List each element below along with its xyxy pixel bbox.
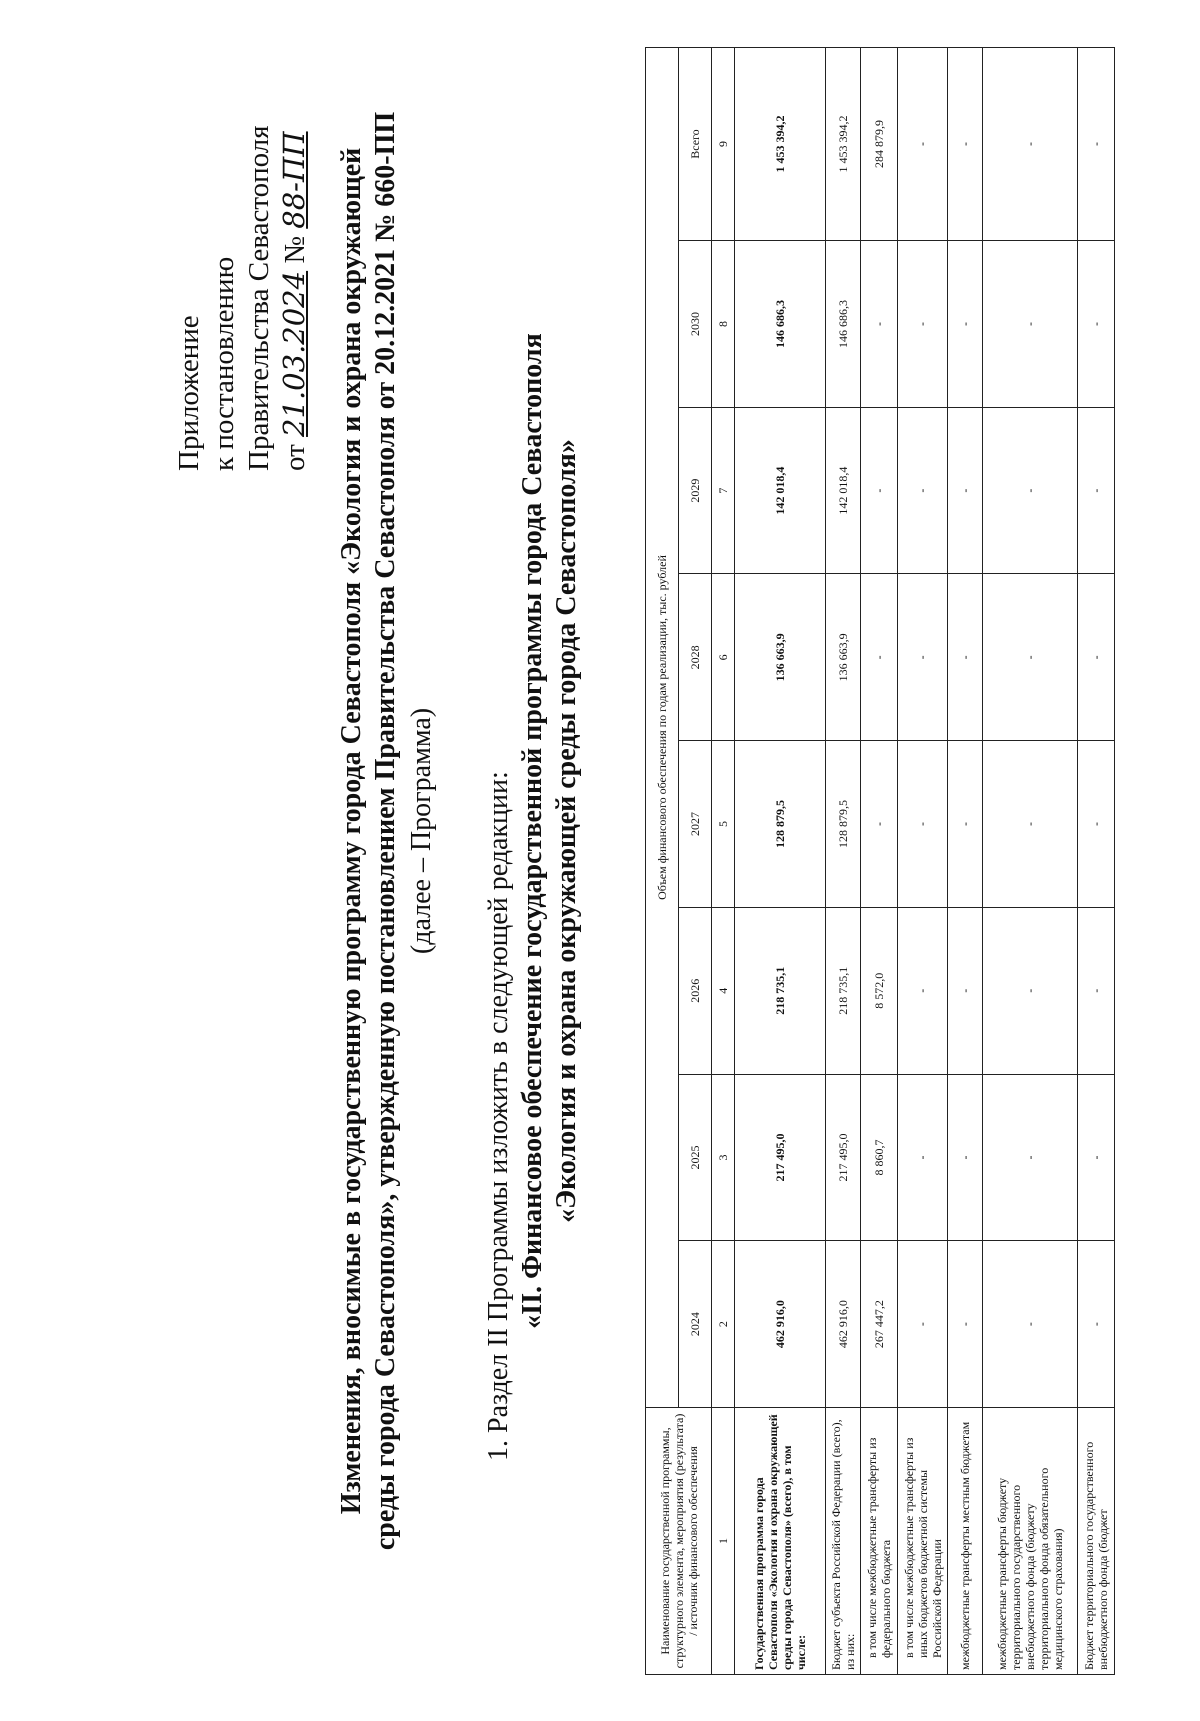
column-number: 9 [712,48,735,241]
cell-value: - [1078,407,1115,574]
cell-value: 217 495,0 [735,1074,826,1241]
cell-value: - [948,1074,983,1241]
approval-header [172,125,313,471]
column-number: 7 [712,407,735,574]
header-line-1: Приложение [173,315,205,471]
cell-value: - [861,407,898,574]
cell-value: 217 495,0 [826,1074,861,1241]
table-row [861,48,898,1675]
cell-value: 136 663,9 [735,574,826,741]
cell-value: - [1078,1241,1115,1408]
row-name: Бюджет субъекта Российской Федерации (всего), из них: [826,1408,861,1675]
cell-value: 146 686,3 [735,241,826,408]
column-number: 5 [712,741,735,908]
cell-value: 146 686,3 [826,241,861,408]
cell-value: - [898,1241,948,1408]
section-title-line-2: «Экология и охрана окружающей среды города Севастополя» [551,439,582,1223]
document-title: Изменения, вносимые в государственную программу города Севастополя «Экология и охрана окружающей среды города Севастополя», утвержденную постановлением Правительства Севастополя от 20.12.2021 № 660-ПП [336,111,401,1551]
cell-value: - [898,574,948,741]
column-number: 8 [712,241,735,408]
cell-value: - [948,907,983,1074]
cell-value: - [1078,1074,1115,1241]
row-name: в том числе межбюджетные трансферты из иных бюджетов бюджетной системы Российской Федерации [898,1408,948,1675]
column-number: 2 [712,1241,735,1408]
column-number: 1 [712,1408,735,1675]
cell-value: - [1078,907,1115,1074]
cell-value: - [898,241,948,408]
row-name: межбюджетные трансферты бюджету территориального государственного внебюджетного фонда (бюджету территориального фонда обязательного медицинского страхования) [983,1408,1078,1675]
cell-value: - [861,741,898,908]
cell-value: 142 018,4 [826,407,861,574]
cell-value: 462 916,0 [735,1241,826,1408]
row-name: Государственная программа города Севастополя «Экология и охрана окружающей среды города Севастополя» (всего), в том числе: [735,1408,826,1675]
column-number: 6 [712,574,735,741]
table-row [826,48,861,1675]
year-header: 2025 [679,1074,712,1241]
cell-value: 462 916,0 [826,1241,861,1408]
cell-value: 218 735,1 [735,907,826,1074]
cell-value: 8 860,7 [861,1074,898,1241]
cell-value: 136 663,9 [826,574,861,741]
financing-table [645,47,1115,1675]
cell-value: - [983,241,1078,408]
cell-value: 142 018,4 [735,407,826,574]
name-column-header: Наименование государственной программы, структурного элемента, мероприятия (результата) / источник финансового обеспечения [646,1408,712,1675]
cell-value: - [983,574,1078,741]
section-title-line-1: «II. Финансовое обеспечение государственной программы города Севастополя [517,333,548,1329]
cell-value: - [898,407,948,574]
cell-value: - [861,241,898,408]
handwritten-number: 88-ПП [277,131,311,229]
year-header: 2028 [679,574,712,741]
cell-total: 1 453 394,2 [735,48,826,241]
table-row [948,48,983,1675]
financing-group-header: Объем финансового обеспечения по годам реализации, тыс. рублей [646,48,679,1408]
cell-total: 1 453 394,2 [826,48,861,241]
cell-value: - [1078,241,1115,408]
cell-value: - [948,574,983,741]
cell-value: - [948,741,983,908]
row-name: Бюджет территориального государственного внебюджетного фонда (бюджет [1078,1408,1115,1675]
year-header: 2027 [679,741,712,908]
cell-value: 267 447,2 [861,1241,898,1408]
column-number: 3 [712,1074,735,1241]
section-intro: 1. Раздел II Программы изложить в следующей редакции: [483,771,514,1461]
cell-value: - [1078,574,1115,741]
cell-value: - [861,574,898,741]
cell-value: - [983,407,1078,574]
section-heading [482,111,584,1551]
total-header: Всего [679,48,712,241]
year-header: 2029 [679,407,712,574]
table-row [898,48,948,1675]
cell-total: 284 879,9 [861,48,898,241]
cell-value: - [983,741,1078,908]
cell-total: - [1078,48,1115,241]
table-row [983,48,1078,1675]
header-date-line [277,125,313,471]
cell-value: - [948,1241,983,1408]
cell-value: - [948,407,983,574]
cell-value: 128 879,5 [735,741,826,908]
column-number: 4 [712,907,735,1074]
header-line-3: Правительства Севастополя [243,125,275,471]
number-label: № [279,235,311,264]
cell-value: - [983,907,1078,1074]
year-header: 2026 [679,907,712,1074]
cell-total: - [983,48,1078,241]
table-row [1078,48,1115,1675]
cell-total: - [948,48,983,241]
cell-value: 8 572,0 [861,907,898,1074]
cell-value: 128 879,5 [826,741,861,908]
cell-value: - [948,241,983,408]
cell-value: - [898,907,948,1074]
handwritten-date: 21.03.2024 [277,270,311,437]
table-header-row-1 [646,48,679,1675]
year-header: 2024 [679,1241,712,1408]
document-subtitle: (далее – Программа) [406,707,437,955]
cell-value: - [898,741,948,908]
column-number-row [712,48,735,1675]
cell-value: - [983,1241,1078,1408]
header-line-2: к постановлению [208,256,240,471]
row-name: в том числе межбюджетные трансферты из федерального бюджета [861,1408,898,1675]
table-row [735,48,826,1675]
cell-value: 218 735,1 [826,907,861,1074]
date-prefix: от [279,444,311,471]
cell-value: - [983,1074,1078,1241]
row-name: межбюджетные трансферты местным бюджетам [948,1408,983,1675]
cell-value: - [898,1074,948,1241]
cell-total: - [898,48,948,241]
cell-value: - [1078,741,1115,908]
year-header: 2030 [679,241,712,408]
